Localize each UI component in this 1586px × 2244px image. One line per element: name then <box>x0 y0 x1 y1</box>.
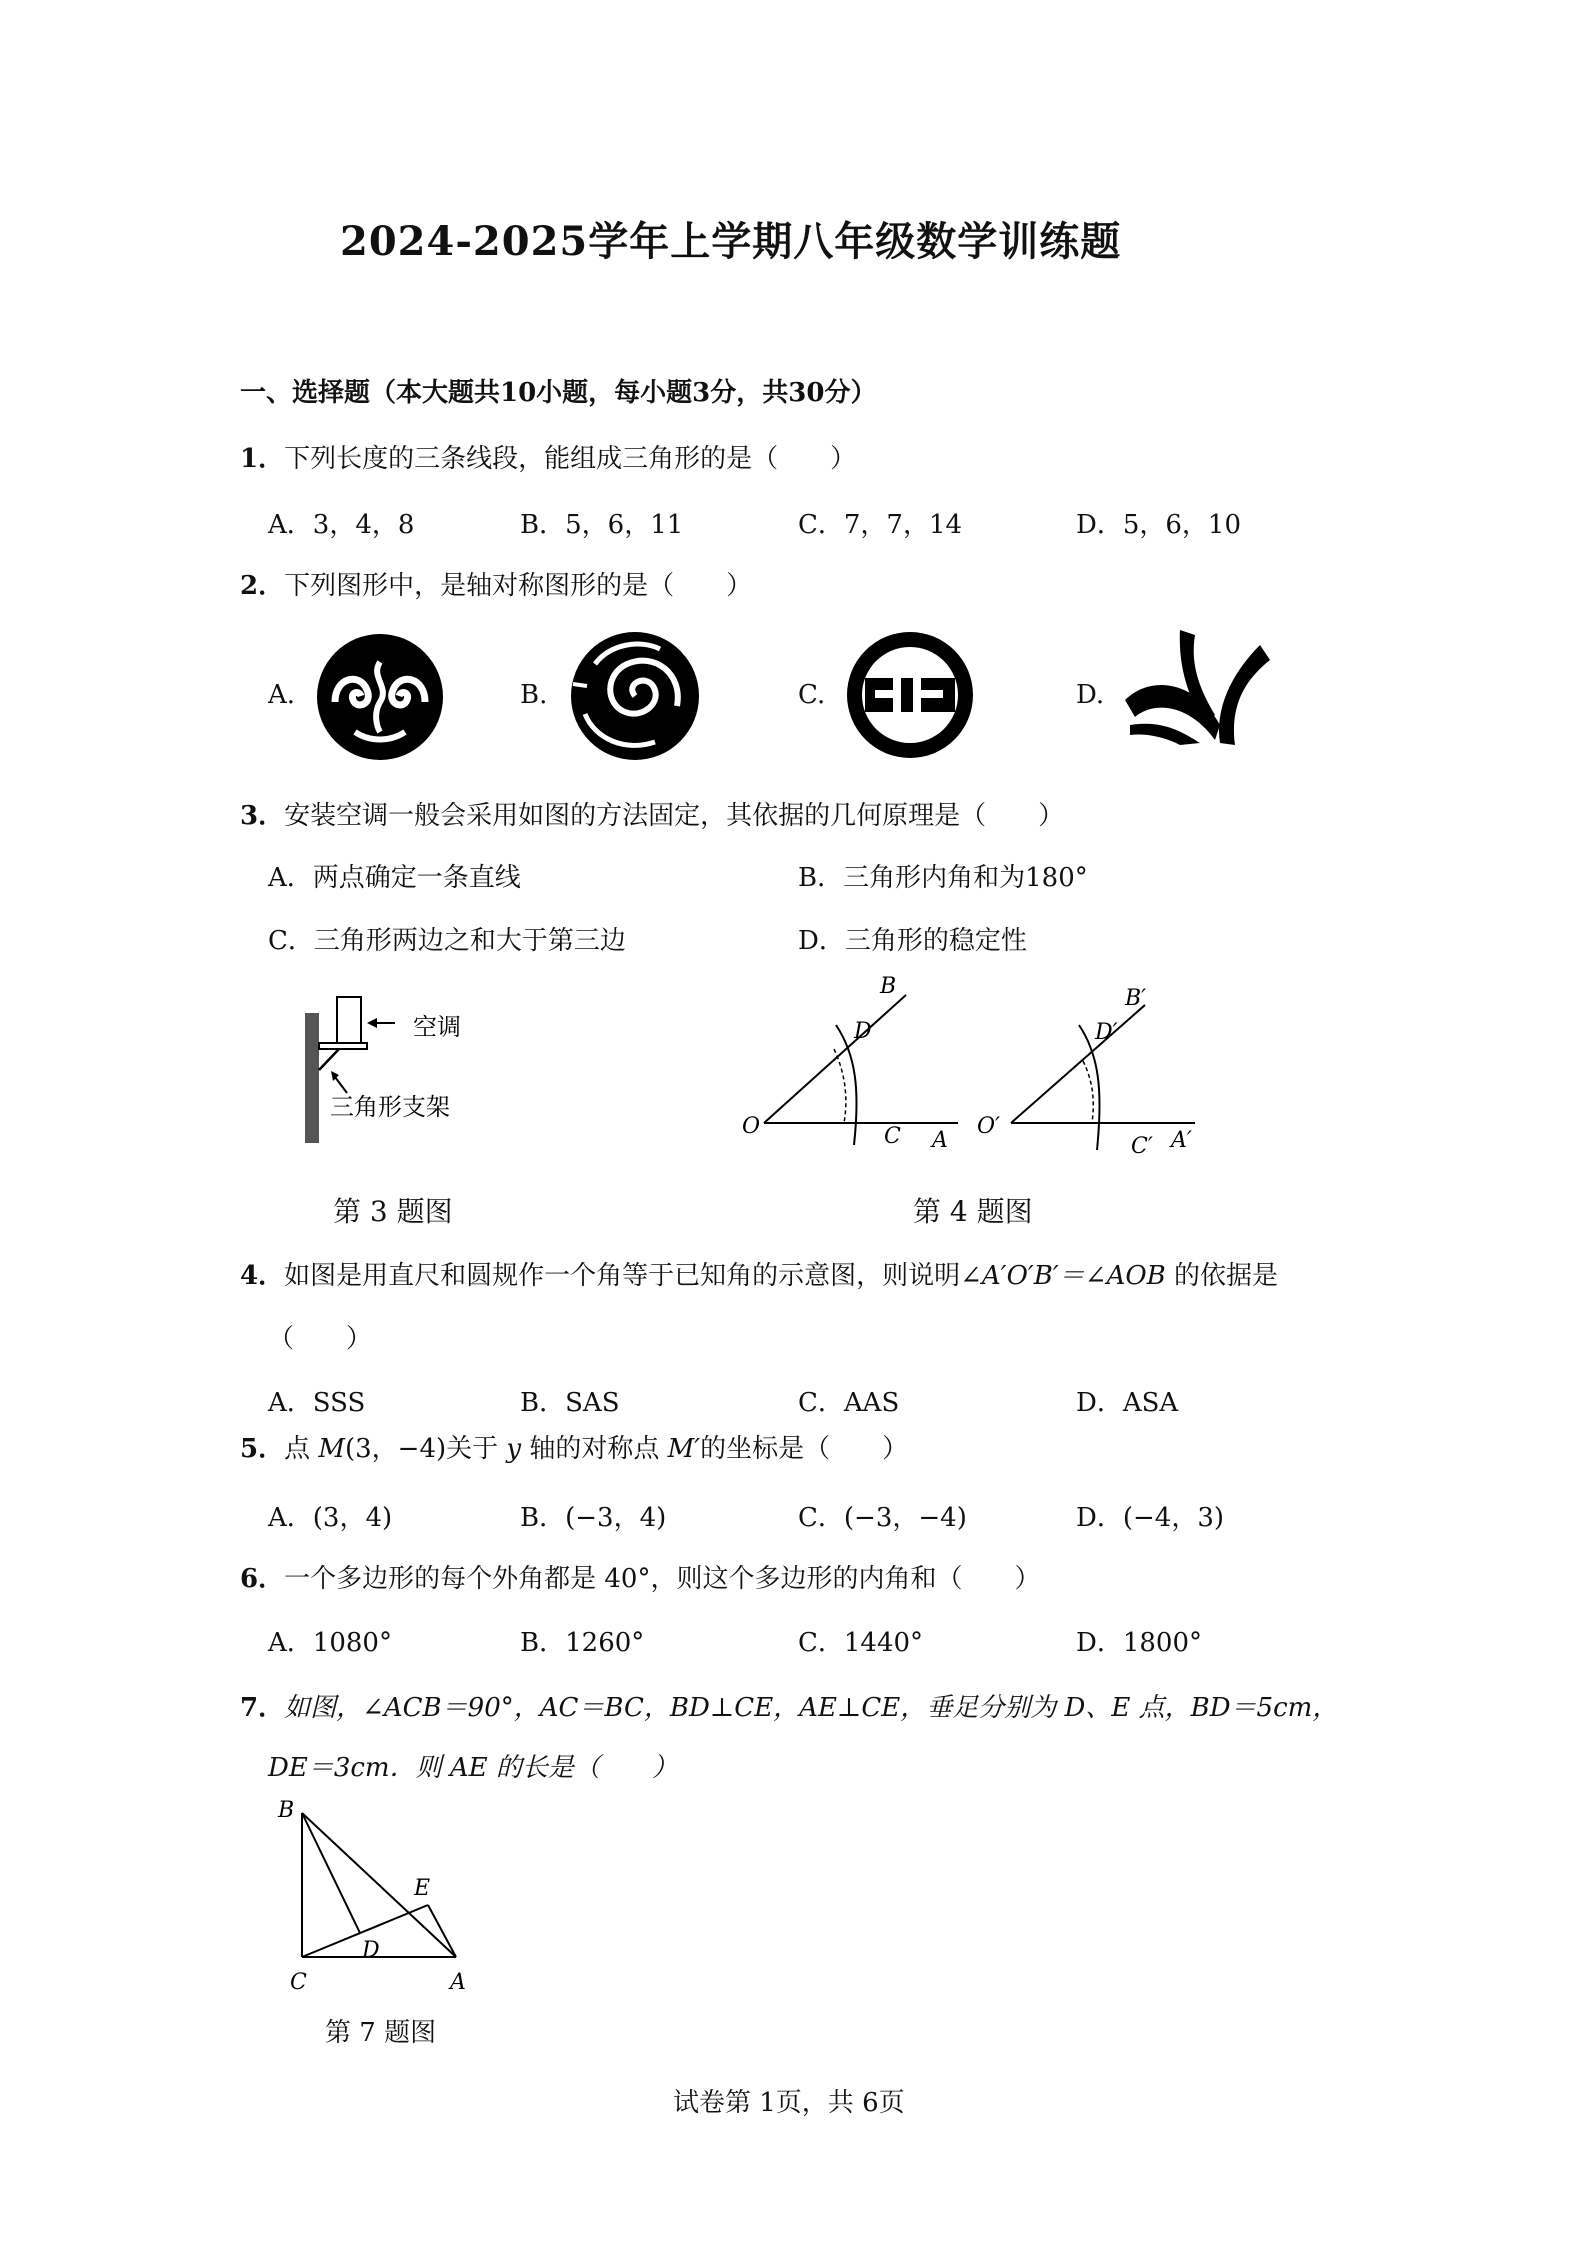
q3-option-c: C．三角形两边之和大于第三边 <box>268 926 626 956</box>
label-e: E <box>414 1876 431 1901</box>
question-3 <box>240 795 1064 832</box>
q1-option-c: C．7，7，14 <box>798 510 963 540</box>
figure-4-right-angle-construction <box>975 975 1215 1165</box>
question-6 <box>240 1558 1040 1595</box>
q5-option-c: C．(−3，−4) <box>798 1503 967 1533</box>
q2-figure-c-circle-emblem <box>845 630 975 760</box>
question-7 <box>240 1687 1338 1724</box>
figure-3-ac-bracket <box>295 985 495 1145</box>
section-heading: 一、选择题（本大题共10小题，每小题3分，共30分） <box>240 378 877 408</box>
stem-part: 的坐标是（ ） <box>700 1434 909 1464</box>
q6-option-a: A．1080° <box>268 1628 392 1658</box>
question-1 <box>240 438 856 475</box>
angle-expression: ∠A′O′B′＝∠AOB <box>960 1261 1166 1291</box>
figure-7-triangle <box>270 1795 480 2000</box>
label-a-prime: A′ <box>1171 1128 1192 1153</box>
question-4 <box>240 1255 1278 1292</box>
question-stem: 下列图形中，是轴对称图形的是（ ） <box>284 571 753 601</box>
label-d: D <box>362 1938 380 1963</box>
question-stem-line2: DE＝3cm．则 AE 的长是（ ） <box>268 1753 678 1783</box>
figure-4-caption: 第 4 题图 <box>913 1195 1033 1228</box>
q2-figure-b-spiral-emblem <box>565 624 705 764</box>
label-c: C <box>884 1124 901 1149</box>
q5-option-a: A．(3，4) <box>268 1503 393 1533</box>
figure-4-left-angle-construction <box>730 975 970 1165</box>
q3-option-b: B．三角形内角和为180° <box>798 863 1088 893</box>
q2-label-b: B. <box>520 680 548 710</box>
bracket-label: 三角形支架 <box>330 1093 450 1121</box>
q4-option-d: D．ASA <box>1076 1388 1179 1418</box>
question-number: 4． <box>240 1261 285 1291</box>
q4-option-b: B．SAS <box>520 1388 620 1418</box>
q2-label-d: D. <box>1076 680 1105 710</box>
stem-part: (3，−4)关于 <box>344 1434 507 1464</box>
question-stem: 如图是用直尺和圆规作一个角等于已知角的示意图，则说明 <box>284 1261 961 1291</box>
label-b: B <box>880 975 897 999</box>
label-d: D <box>854 1019 872 1044</box>
figure-7-caption: 第 7 题图 <box>325 2018 437 2048</box>
figure-3-caption: 第 3 题图 <box>333 1195 453 1228</box>
q4-answer-paren: （ ） <box>268 1324 373 1354</box>
label-o-prime: O′ <box>977 1114 1001 1139</box>
label-c: C <box>290 1970 307 1995</box>
q3-option-d: D．三角形的稳定性 <box>798 926 1027 956</box>
label-a: A <box>932 1128 948 1153</box>
q6-option-d: D．1800° <box>1076 1628 1203 1658</box>
question-number: 1． <box>240 444 285 474</box>
question-stem: 一个多边形的每个外角都是 40°，则这个多边形的内角和（ ） <box>284 1564 1041 1594</box>
label-b-prime: B′ <box>1125 986 1147 1011</box>
q4-option-c: C．AAS <box>798 1388 900 1418</box>
question-stem: 下列长度的三条线段，能组成三角形的是（ ） <box>284 444 857 474</box>
y-axis-var: y <box>506 1434 522 1464</box>
question-stem-end: 的依据是 <box>1165 1261 1279 1291</box>
question-5 <box>240 1428 908 1465</box>
q1-option-b: B．5，6，11 <box>520 510 684 540</box>
question-7-line2 <box>268 1747 678 1784</box>
point-m: M <box>318 1434 345 1464</box>
q3-option-a: A．两点确定一条直线 <box>268 863 521 893</box>
point-m-prime: M′ <box>667 1434 701 1464</box>
label-a: A <box>450 1970 466 1995</box>
q2-label-c: C. <box>798 680 826 710</box>
label-o: O <box>742 1114 761 1139</box>
question-stem: 如图，∠ACB＝90°，AC＝BC，BD⊥CE，AE⊥CE，垂足分别为 D、E 点，BD＝5cm， <box>284 1693 1339 1723</box>
page-footer: 试卷第 1页，共 6页 <box>673 2088 905 2118</box>
question-stem: 安装空调一般会采用如图的方法固定，其依据的几何原理是（ ） <box>284 801 1065 831</box>
q4-option-a: A．SSS <box>268 1388 366 1418</box>
q2-label-a: A. <box>268 680 296 710</box>
question-number: 6． <box>240 1564 285 1594</box>
q6-option-b: B．1260° <box>520 1628 645 1658</box>
question-number: 5． <box>240 1434 285 1464</box>
q5-option-b: B．(−3，4) <box>520 1503 667 1533</box>
q2-figure-d-ribbon-emblem <box>1120 625 1280 755</box>
stem-part: 点 <box>284 1434 319 1464</box>
label-c-prime: C′ <box>1131 1134 1153 1159</box>
q6-option-c: C．1440° <box>798 1628 924 1658</box>
q2-figure-a-cloud-emblem <box>315 632 445 762</box>
page-title: 2024-2025学年上学期八年级数学训练题 <box>340 218 1122 265</box>
question-number: 2． <box>240 571 285 601</box>
ac-label: 空调 <box>413 1013 461 1041</box>
label-b: B <box>278 1798 295 1823</box>
q5-option-d: D．(−4，3) <box>1076 1503 1225 1533</box>
q1-option-d: D．5，6，10 <box>1076 510 1242 540</box>
label-d-prime: D′ <box>1095 1020 1118 1045</box>
stem-part: 轴的对称点 <box>521 1434 668 1464</box>
question-number: 7． <box>240 1693 285 1723</box>
question-number: 3． <box>240 801 285 831</box>
question-2 <box>240 565 752 602</box>
q1-option-a: A．3，4，8 <box>268 510 415 540</box>
